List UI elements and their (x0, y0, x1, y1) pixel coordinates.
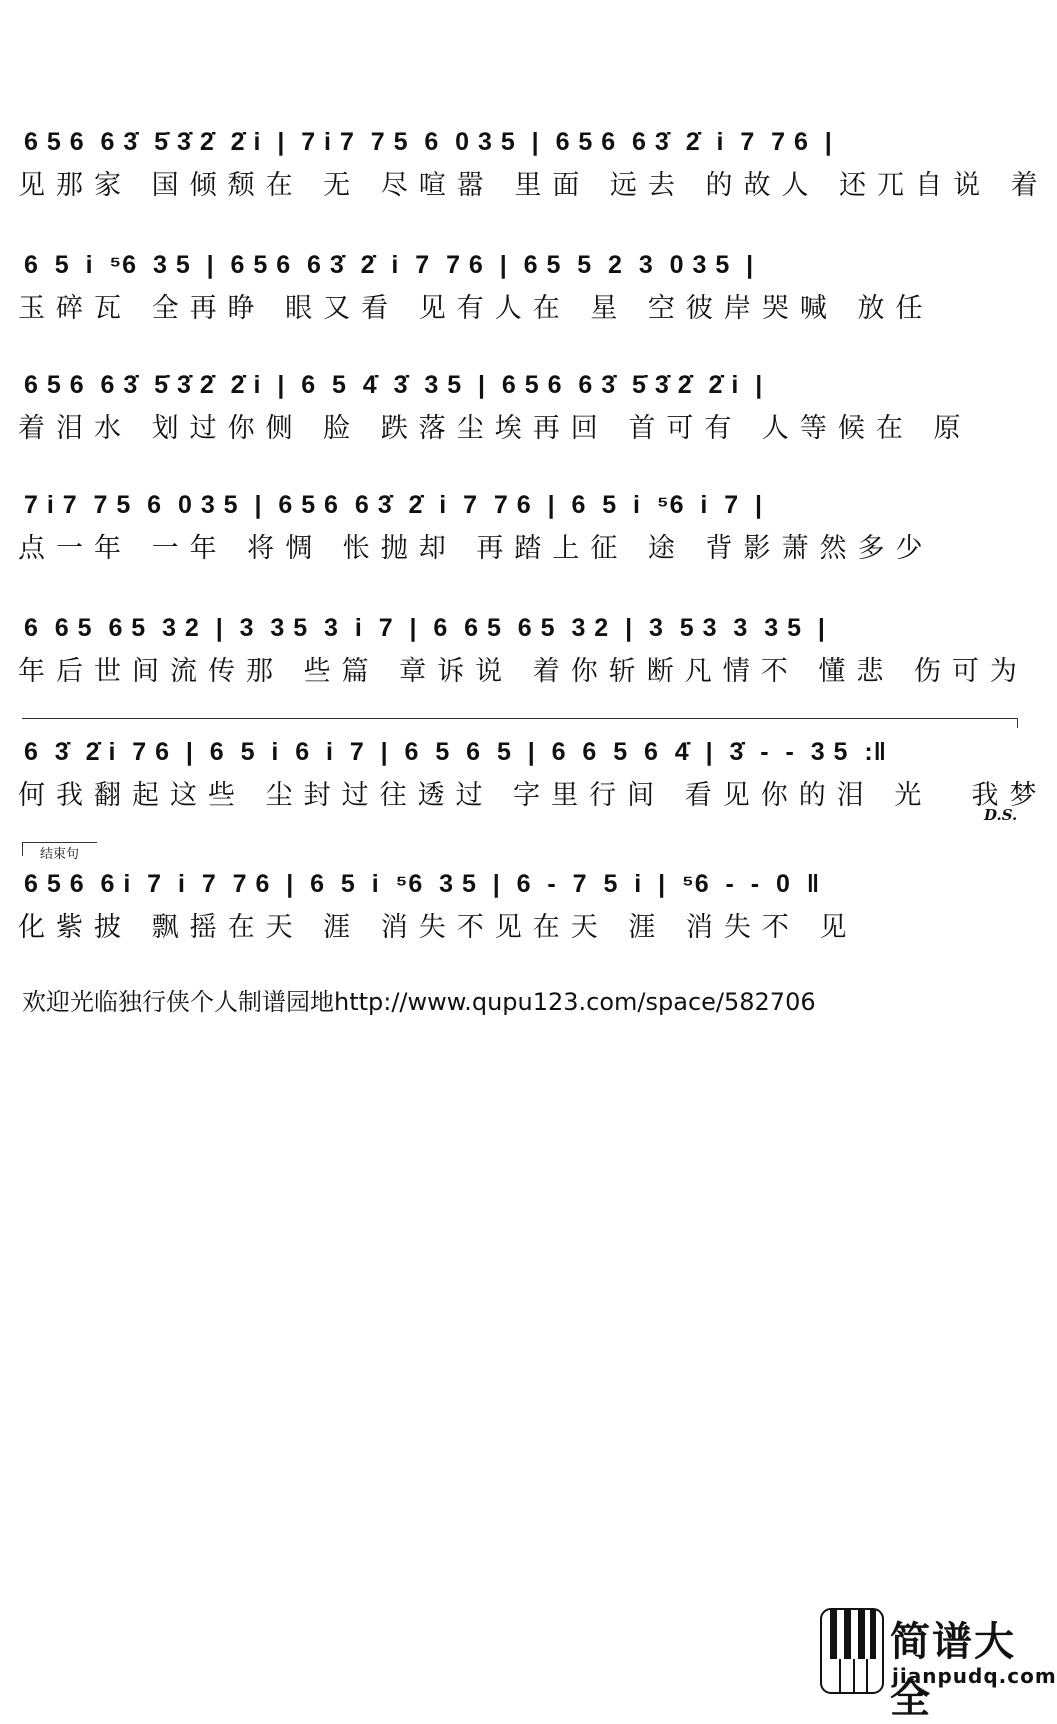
piano-icon (820, 1608, 884, 1694)
notation-text: 6 5 6 6 i 7 i 7 7 6 | 6 5 i ⁵6 3 5 | 6 - 7 5 i | ⁵6 - - 0 ‖ (24, 870, 821, 898)
repeat-bracket-end (1017, 718, 1018, 728)
notation-row (18, 862, 1018, 906)
repeat-bracket (22, 718, 1018, 719)
lyrics-row: 点一年 一年 将惆 怅抛却 再踏上征 途 背影萧然多少 (18, 533, 934, 564)
lyrics-row: 着泪水 划过你侧 脸 跌落尘埃再回 首可有 人等候在 原 (18, 413, 972, 444)
ending-label: 结束句 (40, 847, 80, 862)
notation-row (18, 120, 1018, 164)
footer-credit: 欢迎光临独行侠个人制谱园地http://www.qupu123.com/space/582706 (22, 988, 816, 1016)
notation-text: 6 5 6 6 3̇ 5̇ 3̇ 2̇ 2̇ i | 6 5 4̇ 3̇ 3 5 | 6 5 6 6 3̇ 5̇ 3̇ 2̇ 2̇ i | (24, 371, 764, 399)
score-line-6 (18, 730, 1048, 824)
notation-text: 6 5 i ⁵6 3 5 | 6 5 6 6 3̇ 2̇ i 7 7 6 | 6 5 5 2 3 0 3 5 | (24, 251, 755, 279)
notation-text: 6 6 5 6 5 3 2 | 3 3 5 3 i 7 | 6 6 5 6 5 3 2 | 3 5 3 3 3 5 | (24, 614, 826, 642)
lyrics-row: 何我翻起这些 尘封过往透过 字里行间 看见你的泪 光 我梦 (18, 780, 1048, 811)
score-line-4 (18, 483, 1018, 569)
notation-row (18, 730, 1018, 774)
lyrics-row: 玉碎瓦 全再睁 眼又看 见有人在 星 空彼岸哭喊 放任 (18, 293, 934, 324)
site-logo (820, 1608, 1057, 1722)
notation-row (18, 363, 1018, 407)
notation-row (18, 483, 1018, 527)
score-line-5 (18, 606, 1028, 692)
logo-url: jianpudq.com (892, 1664, 1057, 1688)
lyrics-row: 年后世间流传那 些篇 章诉说 着你斩断凡情不 懂悲 伤可为 (18, 656, 1028, 687)
notation-text: 6 3̇ 2̇ i 7 6 | 6 5 i 6 i 7 | 6 5 6 5 | 6 6 5 6 4̇ | 3̇ - - 3 5 :‖ (24, 738, 888, 766)
score-line-7 (18, 862, 1018, 948)
notation-row (18, 243, 1018, 287)
lyrics-row: 见那家 国倾颓在 无 尽喧嚣 里面 远去 的故人 还兀自说 着 (18, 170, 1049, 201)
notation-text: 6 5 6 6 3̇ 5̇ 3̇ 2̇ 2̇ i | 7 i 7 7 5 6 0 3 5 | 6 5 6 6 3̇ 2̇ i 7 7 6 | (24, 128, 833, 156)
notation-text: 7 i 7 7 5 6 0 3 5 | 6 5 6 6 3̇ 2̇ i 7 7 6 | 6 5 i ⁵6 i 7 | (24, 491, 764, 519)
score-line-3 (18, 363, 1018, 449)
score-line-2 (18, 243, 1018, 329)
lyrics-row: 化紫披 飘摇在天 涯 消失不见在天 涯 消失不 见 (18, 912, 858, 943)
ending-bracket-side (22, 842, 23, 856)
score-line-1 (18, 120, 1049, 206)
notation-row (18, 606, 1018, 650)
logo-name: 简谱大全 (890, 1619, 1016, 1722)
dal-segno-mark: D.S. (984, 806, 1018, 824)
